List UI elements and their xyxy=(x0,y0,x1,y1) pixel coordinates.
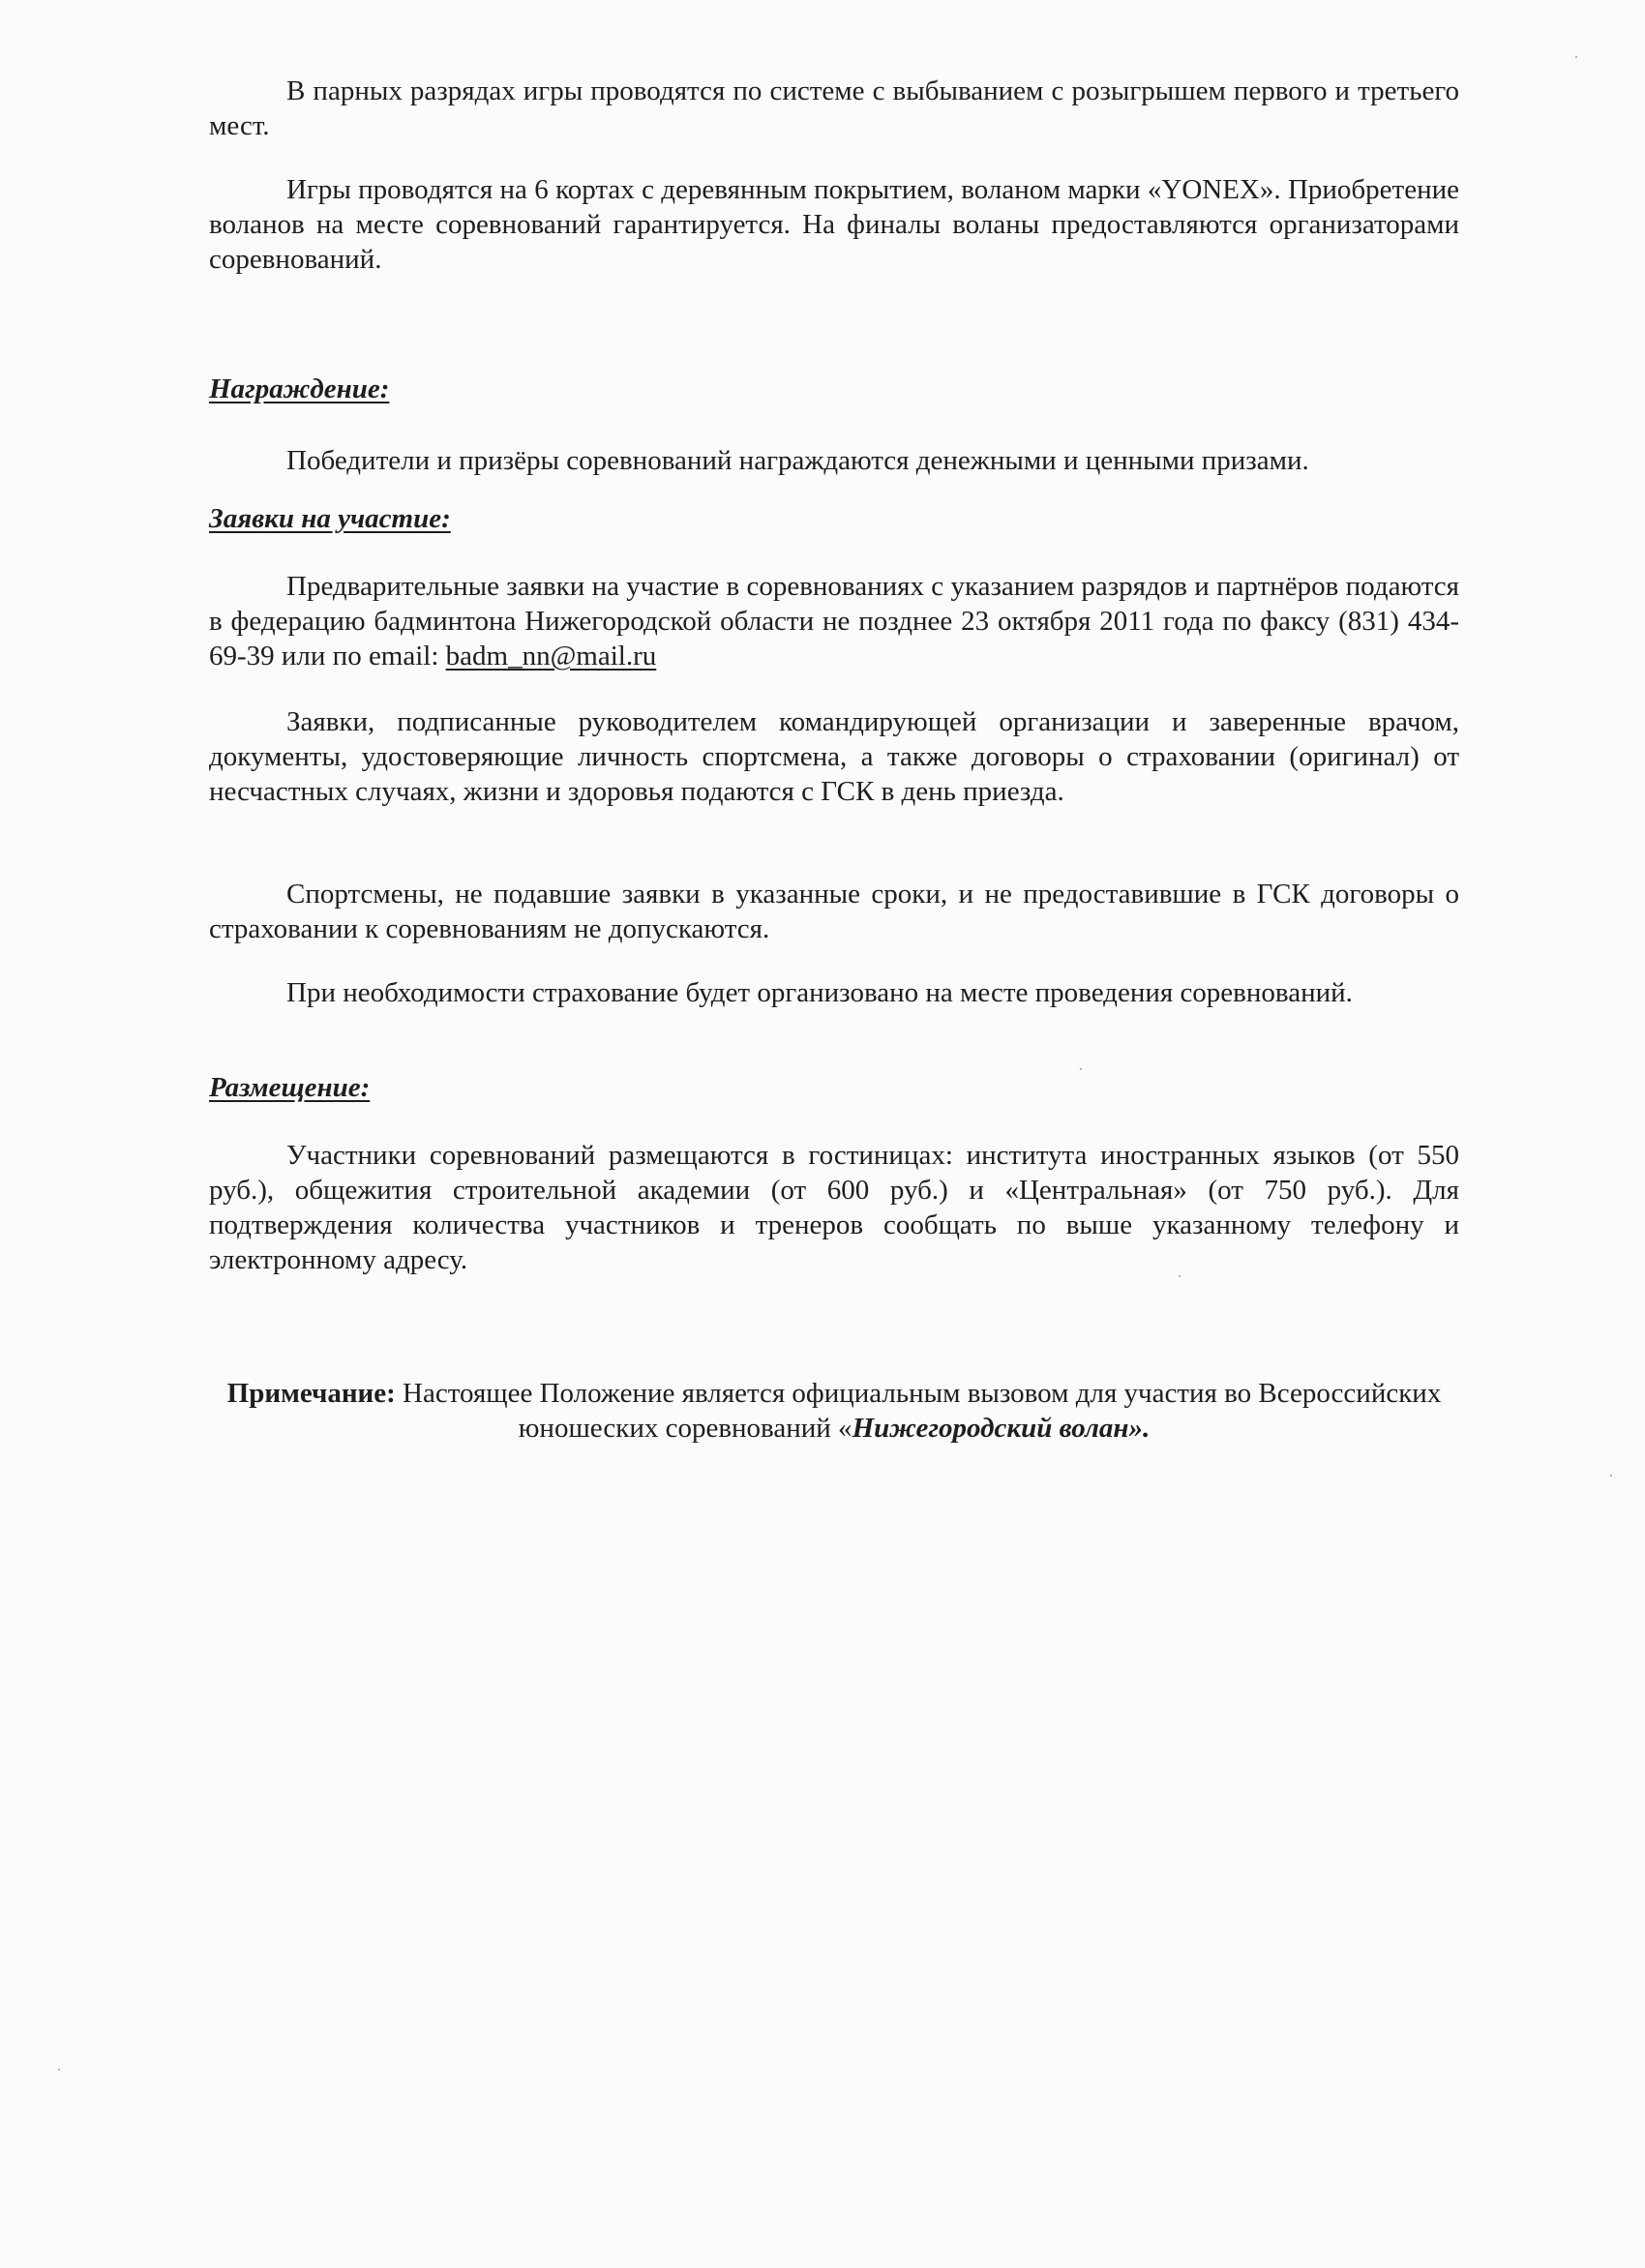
paragraph-insurance: При необходимости страхование будет организовано на месте проведения соревнований. xyxy=(286,977,1353,1008)
scan-speck xyxy=(1179,1275,1181,1277)
paragraph-courts-shuttles: Игры проводятся на 6 кортах с деревянным покрытием, воланом марки «YONEX». Приобретение воланов на месте соревнований гарантируется. На финалы воланы предоставляются организаторами соревнований. xyxy=(209,174,1459,275)
paragraph-awards: Победители и призёры соревнований награждаются денежными и ценными призами. xyxy=(286,445,1309,476)
paragraph-late-applications: Спортсмены, не подавшие заявки в указанные сроки, и не предоставившие в ГСК договоры о страховании к соревнованиям не допускаются. xyxy=(209,879,1459,944)
scan-speck xyxy=(1610,1475,1612,1477)
paragraph-signed-applications: Заявки, подписанные руководителем командирующей организации и заверенные врачом, документы, удостоверяющие личность спортсмена, а также договоры о страховании (оригинал) от несчастных случаях, жизни и здоровья подаются с ГСК в день приезда. xyxy=(209,706,1459,807)
paragraph-accommodation: Участники соревнований размещаются в гостиницах: института иностранных языков (от 550 руб.), общежития строительной академии (от 600 руб.) и «Центральная» (от 750 руб.). Для подтверждения количества участников и тренеров сообщать по выше указанному телефону и электронному адресу. xyxy=(209,1140,1459,1275)
note-label: Примечание: xyxy=(226,1378,396,1409)
note-official-invitation xyxy=(209,1376,1459,1446)
paragraph-preliminary-applications xyxy=(209,569,1459,673)
paragraph-doubles-system: В парных разрядах игры проводятся по системе с выбыванием с розыгрышем первого и третьего мест. xyxy=(209,75,1459,141)
note-event-name: Нижегородский волан». xyxy=(852,1413,1151,1444)
heading-accommodation: Размещение: xyxy=(209,1072,371,1103)
note-text: Настоящее Положение является официальным вызовом для участия во Всероссийских юношеских соревнований « xyxy=(395,1378,1442,1444)
scan-speck xyxy=(1575,56,1577,58)
heading-applications: Заявки на участие: xyxy=(209,503,451,534)
scan-speck xyxy=(58,2069,60,2071)
heading-awards: Награждение: xyxy=(209,373,390,404)
applications-text: Предварительные заявки на участие в соревнованиях с указанием разрядов и партнёров подаются в федерацию бадминтона Нижегородской области не позднее 23 октября 2011 года по факсу (831) 434-69-39 или по email: xyxy=(209,571,1459,671)
email-link[interactable]: badm_nn@mail.ru xyxy=(445,641,657,671)
scan-speck xyxy=(1080,1068,1082,1070)
